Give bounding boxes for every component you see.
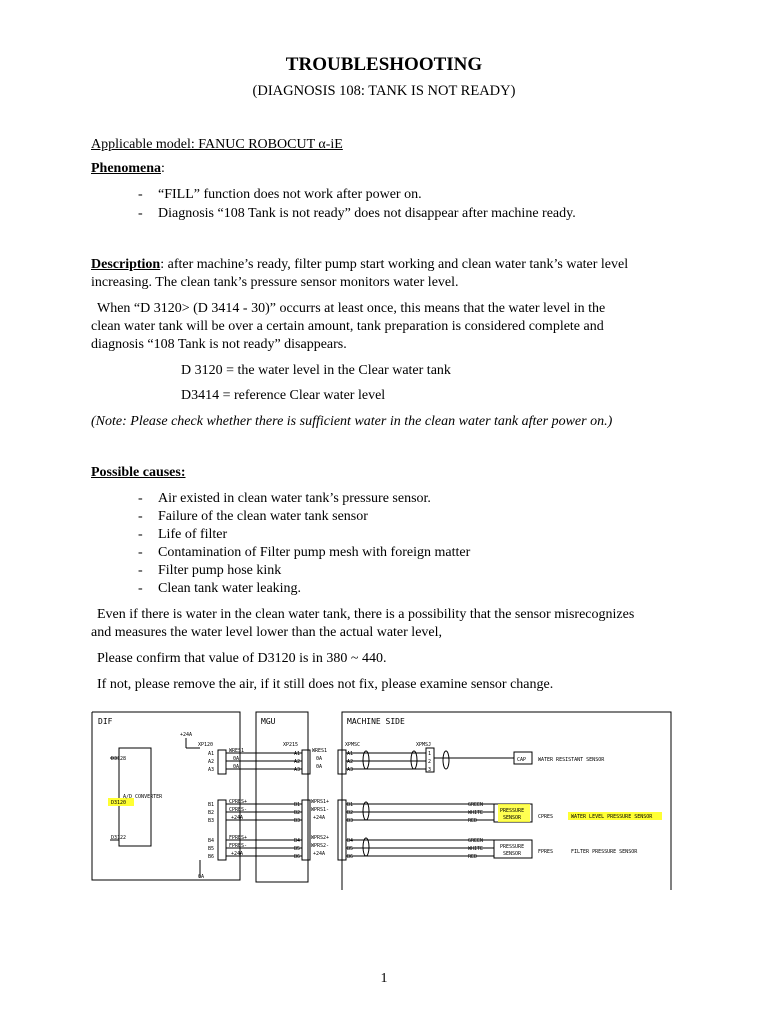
remove-air-text: If not, please remove the air, if it still does not fix, please examine sensor change. <box>97 677 554 692</box>
definition-d3414: D3414 = reference Clear water level <box>181 388 386 403</box>
xp215-label: XP215 <box>283 742 299 748</box>
wire-color-label: WHITE <box>468 810 484 816</box>
signal-label: WRES1 <box>312 748 328 754</box>
signal-label: +24A <box>231 815 244 821</box>
pin-label: B2 <box>294 810 301 816</box>
cause-item: Contamination of Filter pump mesh with foreign matter <box>158 545 471 560</box>
d3128-label: D3128 <box>111 756 127 762</box>
d3120-label: D3120 <box>111 800 127 806</box>
pin-label: B4 <box>294 838 301 844</box>
water-resistant-sensor-label: WATER RESISTANT SENSOR <box>538 757 605 763</box>
signal-label: CPRES- <box>229 807 248 813</box>
pin-label: A3 <box>294 767 301 773</box>
phenomena-heading: Phenomena <box>91 161 161 176</box>
cause-item: Filter pump hose kink <box>158 563 282 578</box>
signal-label: +24A <box>313 815 326 821</box>
cause-dash: - <box>138 509 143 524</box>
cause-item: Failure of the clean water tank sensor <box>158 509 368 524</box>
causes-para-line: and measures the water level lower than the actual water level, <box>91 625 443 640</box>
pin-label: A3 <box>208 767 215 773</box>
causes-para-line: Even if there is water in the clean water tank, there is a possibility that the sensor misrecognizes <box>97 607 635 622</box>
wire-color-label: RED <box>468 854 478 860</box>
pin-label: B1 <box>294 802 301 808</box>
pin-label: B1 <box>208 802 215 808</box>
xp120-label: XP120 <box>198 742 214 748</box>
signal-label: 0A <box>233 764 240 770</box>
plus24a-label: +24A <box>180 732 193 738</box>
pin-label: A1 <box>208 751 215 757</box>
pin-label: B6 <box>347 854 354 860</box>
signal-label: CPRES+ <box>229 799 248 805</box>
pin-label: B6 <box>208 854 215 860</box>
phenomena-item: “FILL” function does not work after power on. <box>158 187 422 202</box>
phenomena-dash-2: - <box>138 206 143 221</box>
pin-label: B5 <box>294 846 301 852</box>
note-text: (Note: Please check whether there is sufficient water in the clean water tank after power on.) <box>91 414 613 429</box>
pin-label: B3 <box>347 818 354 824</box>
pin-label: B4 <box>347 838 354 844</box>
pin-label: B6 <box>294 854 301 860</box>
xp120-connector-a <box>218 750 226 774</box>
pin-label: B3 <box>208 818 215 824</box>
description-para-line: clean water tank will be over a certain amount, tank preparation is considered complete and <box>91 319 604 334</box>
pin-label: A1 <box>347 751 354 757</box>
wire-color-label: GREEN <box>468 802 484 808</box>
signal-label: 0A <box>233 756 240 762</box>
machine-side-frame <box>342 712 671 890</box>
phenomena-heading-line <box>91 160 165 178</box>
signal-label: WPRS1+ <box>311 799 330 805</box>
pressure-sensor-label: SENSOR <box>503 851 522 857</box>
pin-label: A2 <box>294 759 301 765</box>
wiring-diagram <box>0 700 768 900</box>
pin-label: B5 <box>208 846 215 852</box>
pin-label: B5 <box>347 846 354 852</box>
pin-label: A1 <box>294 751 301 757</box>
signal-label: WPRS1- <box>311 807 330 813</box>
cause-item: Life of filter <box>158 527 228 542</box>
cause-dash: - <box>138 527 143 542</box>
description-para-line: diagnosis “108 Tank is not ready” disappears. <box>91 337 347 352</box>
cause-item: Air existed in clean water tank’s pressure sensor. <box>158 491 431 506</box>
signal-label: +24A <box>313 851 326 857</box>
cause-dash: - <box>138 491 143 506</box>
pin-label: A2 <box>208 759 215 765</box>
pin-label: 1 <box>428 751 432 757</box>
d3122-label: D3122 <box>111 835 127 841</box>
wire-color-label: RED <box>468 818 478 824</box>
cpres-label: CPRES <box>538 814 554 820</box>
cause-dash: - <box>138 581 143 596</box>
pin-label: 2 <box>428 759 432 765</box>
xpmsc-label: XPMSC <box>345 742 361 748</box>
description-line-1 <box>91 256 628 274</box>
pin-label: A3 <box>347 767 354 773</box>
pressure-sensor-label: SENSOR <box>503 815 522 821</box>
signal-label: 0A <box>316 756 323 762</box>
pin-label: 3 <box>428 767 432 773</box>
signal-label: WRES1 <box>229 748 245 754</box>
xp120-connector-b <box>218 800 226 860</box>
pin-label: B3 <box>294 818 301 824</box>
pressure-sensor-label: PRESSURE <box>500 844 525 850</box>
page-number: 1 <box>380 971 388 986</box>
applicable-model: Applicable model: FANUC ROBOCUT α-iE <box>91 137 343 152</box>
phenomena-item: Diagnosis “108 Tank is not ready” does not disappear after machine ready. <box>158 206 576 221</box>
description-para-line: When “D 3120> (D 3414 - 30)” occurrs at least once, this means that the water level in the <box>97 301 606 316</box>
description-text: : after machine’s ready, filter pump start working and clean water tank’s water level <box>160 257 629 272</box>
xpmsj-label: XPMSJ <box>416 742 432 748</box>
xp215-connector-b <box>302 800 310 860</box>
signal-label: 0A <box>316 764 323 770</box>
phenomena-dash-1: - <box>138 187 143 202</box>
confirm-text: Please confirm that value of D3120 is in 380 ~ 440. <box>97 651 387 666</box>
signal-label: FPRES- <box>229 843 248 849</box>
ad-converter-label: A/D CONVERTER <box>123 794 163 800</box>
pin-label: B1 <box>347 802 354 808</box>
signal-label: +24A <box>231 851 244 857</box>
page-subtitle: (DIAGNOSIS 108: TANK IS NOT READY) <box>252 83 516 99</box>
cap-label: CAP <box>517 757 527 763</box>
mgu-label: MGU <box>261 717 276 726</box>
causes-heading: Possible causes: <box>91 465 186 480</box>
wire-color-label: GREEN <box>468 838 484 844</box>
cause-item: Clean tank water leaking. <box>158 581 302 596</box>
xp215-connector-a <box>302 750 310 774</box>
pressure-sensor-label: PRESSURE <box>500 808 525 814</box>
machine-side-label: MACHINE SIDE <box>347 717 405 726</box>
wire-color-label: WHITE <box>468 846 484 852</box>
pin-label: A2 <box>347 759 354 765</box>
page-title: TROUBLESHOOTING <box>285 54 483 75</box>
water-level-pressure-sensor-label: WATER LEVEL PRESSURE SENSOR <box>571 814 653 820</box>
signal-label: WPRS2+ <box>311 835 330 841</box>
description-line-2: increasing. The clean tank’s pressure sensor monitors water level. <box>91 275 459 290</box>
cause-dash: - <box>138 545 143 560</box>
fpres-label: FPRES <box>538 849 554 855</box>
signal-label: WPRS2- <box>311 843 330 849</box>
dif-label: DIF <box>98 717 113 726</box>
cause-dash: - <box>138 563 143 578</box>
filter-pressure-sensor-label: FILTER PRESSURE SENSOR <box>571 849 638 855</box>
description-heading: Description <box>91 257 161 272</box>
pin-label: B2 <box>208 810 215 816</box>
definition-d3120: D 3120 = the water level in the Clear water tank <box>181 363 451 378</box>
zero-a-label: 0A <box>198 874 205 880</box>
pin-label: B2 <box>347 810 354 816</box>
pin-label: B4 <box>208 838 215 844</box>
signal-label: FPRES+ <box>229 835 248 841</box>
phenomena-colon: : <box>161 161 165 176</box>
